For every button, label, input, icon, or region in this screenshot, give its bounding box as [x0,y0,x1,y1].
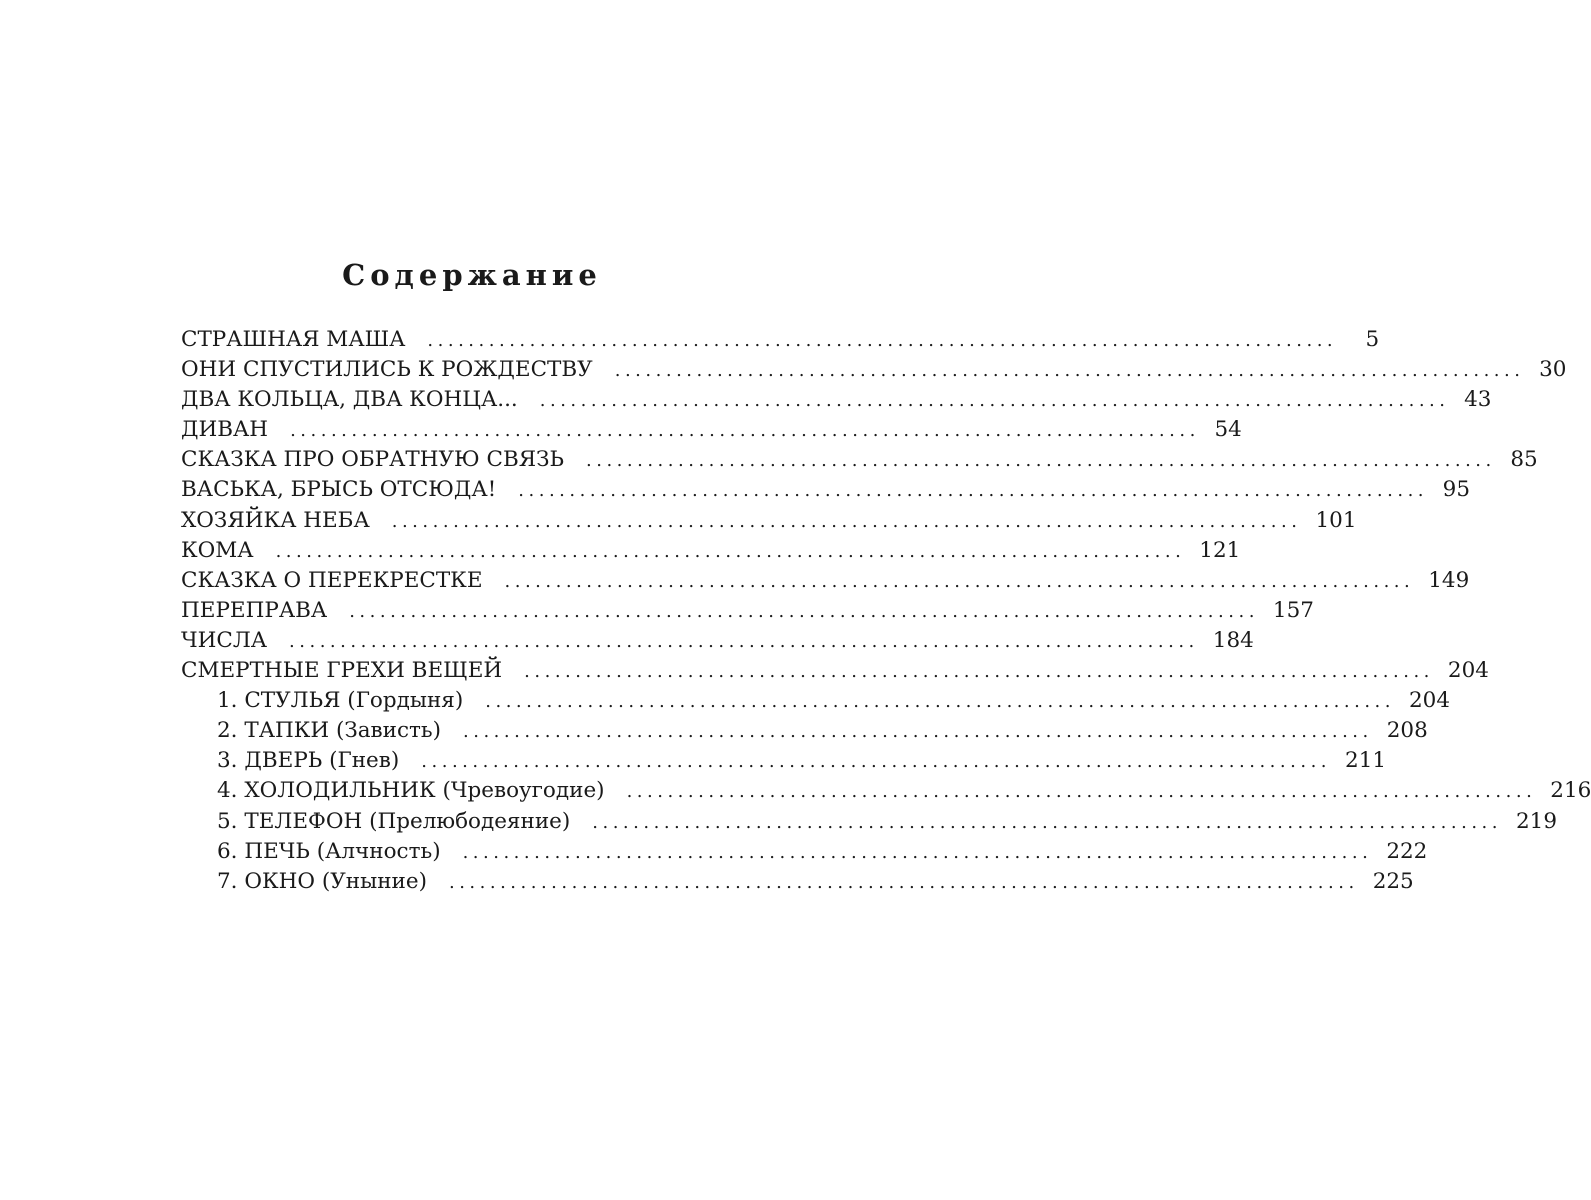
toc-entry-title: 5. ТЕЛЕФОН (Прелюбодеяние) [217,808,571,834]
toc-subentry [181,837,1428,867]
toc-leader-dots: ......................................................................................... [586,450,1496,472]
toc-entry [181,445,1538,475]
toc-page-number: 43 [1464,387,1492,413]
toc-entry-title: ОНИ СПУСТИЛИСЬ К РОЖДЕСТВУ [181,357,593,383]
toc-entry-title: ХОЗЯЙКА НЕБА [181,507,370,533]
toc-entry [181,355,1567,385]
toc-leader-dots: ......................................................................................... [485,691,1395,713]
toc-leader-dots: ......................................................................................... [539,390,1450,412]
toc-leader-dots: ......................................................................................... [421,751,1332,773]
toc-entry-title: СМЕРТНЫЕ ГРЕХИ ВЕЩЕЙ [181,658,503,684]
toc-page-number: 208 [1386,718,1428,744]
toc-entry [181,656,1489,686]
toc-page-number: 101 [1315,507,1357,533]
toc-leader-dots: ......................................................................................... [592,811,1502,833]
toc-leader-dots: ......................................................................................... [427,330,1338,351]
toc-entry-title: 2. ТАПКИ (Зависть) [217,718,442,744]
toc-subentry [181,776,1591,806]
toc-entry [181,596,1314,626]
toc-page-number: 216 [1550,778,1591,804]
toc-entry-title: ДВА КОЛЬЦА, ДВА КОНЦА... [181,387,518,413]
toc-page-number: 204 [1447,658,1489,684]
toc-entry-title: 3. ДВЕРЬ (Гнев) [217,748,400,774]
toc-leader-dots: ......................................................................................... [289,630,1199,652]
toc-entry-title: 1. СТУЛЬЯ (Гордыня) [217,688,464,714]
toc-page-number: 5 [1365,327,1380,352]
page-title: Содержание [342,258,602,292]
toc-leader-dots: ......................................................................................... [518,480,1429,502]
toc-entry [181,415,1242,445]
toc-entry [181,325,1380,355]
toc-page-number: 219 [1516,808,1558,834]
toc-page-number: 222 [1386,838,1428,864]
toc-entry-title: СКАЗКА ПРО ОБРАТНУЮ СВЯЗЬ [181,447,564,473]
toc-entry-title: СКАЗКА О ПЕРЕКРЕСТКЕ [181,567,483,593]
table-of-contents [181,325,1591,897]
toc-entry-title: СТРАШНАЯ МАША [181,327,406,352]
toc-leader-dots: ......................................................................................... [614,360,1525,382]
toc-page-number: 157 [1272,597,1314,623]
toc-entry-title: ЧИСЛА [181,627,268,653]
toc-entry [181,536,1241,566]
toc-page-number: 54 [1214,417,1242,443]
toc-page-number: 211 [1345,748,1387,774]
toc-subentry [181,746,1387,776]
toc-entry-title: 4. ХОЛОДИЛЬНИК (Чревоугодие) [217,778,605,804]
toc-entry [181,385,1492,415]
toc-entry-title: ВАСЬКА, БРЫСЬ ОТСЮДА! [181,477,497,503]
toc-leader-dots: ......................................................................................... [524,661,1434,683]
toc-leader-dots: ......................................................................................... [391,510,1302,532]
toc-entry-title: 7. ОКНО (Уныние) [217,868,427,894]
toc-page-number: 204 [1409,688,1451,714]
toc-leader-dots: ......................................................................................... [275,540,1186,562]
toc-leader-dots: ......................................................................................... [349,600,1259,622]
toc-entry [181,506,1357,536]
toc-page-number: 85 [1510,447,1538,473]
toc-entry-title: 6. ПЕЧЬ (Алчность) [217,838,441,864]
toc-leader-dots: ......................................................................................... [462,841,1373,863]
toc-subentry [181,867,1414,897]
toc-leader-dots: ......................................................................................... [463,721,1373,743]
toc-entry-title: КОМА [181,537,254,563]
toc-page-number: 121 [1199,537,1241,563]
toc-entry [181,475,1471,505]
toc-entry [181,626,1254,656]
toc-leader-dots: ......................................................................................... [626,781,1537,803]
toc-page-number: 225 [1372,868,1414,894]
toc-page-number: 30 [1539,357,1567,383]
toc-leader-dots: ......................................................................................... [448,871,1359,893]
toc-leader-dots: ......................................................................................... [504,570,1415,592]
toc-leader-dots: ......................................................................................... [290,420,1200,442]
toc-subentry [181,807,1558,837]
toc-subentry [181,686,1451,716]
toc-page-number: 149 [1428,567,1470,593]
toc-entry [181,566,1470,596]
toc-page-number: 184 [1212,627,1254,653]
toc-subentry [181,716,1428,746]
toc-entry-title: ДИВАН [181,417,269,443]
toc-entry-title: ПЕРЕПРАВА [181,597,328,623]
toc-page-number: 95 [1442,477,1471,503]
